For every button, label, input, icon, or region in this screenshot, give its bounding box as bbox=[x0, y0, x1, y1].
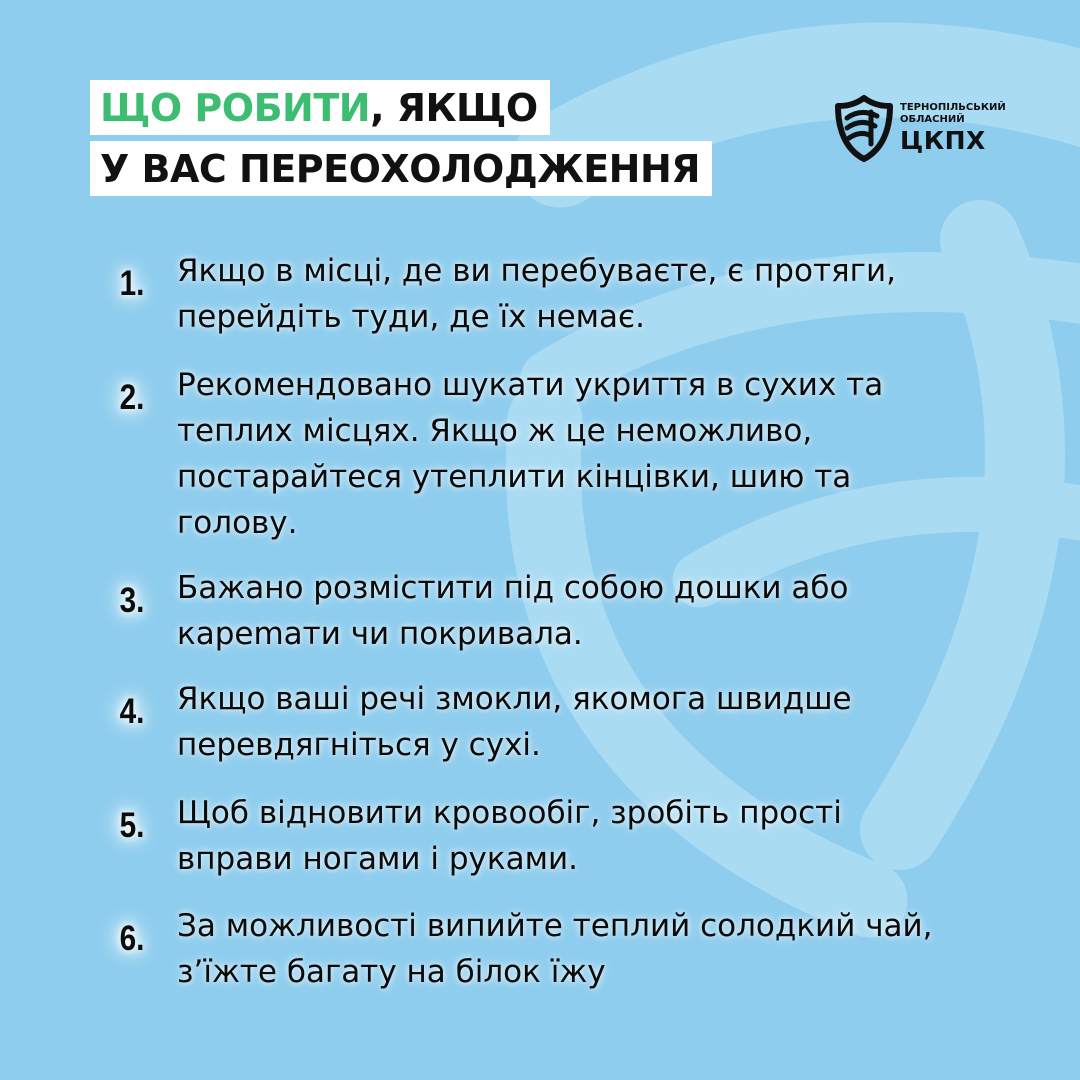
item-text: Щоб відновити кровообіг, зробіть прості вправи ногами і руками. bbox=[177, 795, 842, 877]
shield-icon bbox=[833, 94, 895, 162]
item-text: Рекомендовано шукати укриття в сухих та теплих місцях. Якщо ж це неможливо, постарайтеся утеплити кінцівки, шию та голову. bbox=[177, 367, 884, 541]
item-number: 5. bbox=[119, 806, 145, 845]
item-text: Якщо в місці, де ви перебуваєте, є протяги, перейдіть туди, де їх немає. bbox=[177, 253, 896, 335]
item-text: Якщо ваші речі змокли, якомога швидше перевдягніться у сухі. bbox=[177, 681, 852, 763]
item-number: 4. bbox=[119, 692, 145, 731]
item-number: 1. bbox=[119, 264, 145, 303]
logo-line-1: ТЕРНОПІЛЬСЬКИЙ bbox=[900, 102, 1006, 113]
item-text: Бажано розмістити під собою дошки або карemати чи покривала. bbox=[177, 570, 849, 652]
logo-main: ЦКПХ bbox=[900, 126, 986, 155]
title-rest: , ЯКЩО bbox=[370, 86, 538, 130]
logo-line-2: ОБЛАСНИЙ bbox=[900, 114, 965, 125]
item-text: За можливості випийте теплий солодкий чай, з’їжте багату на білок їжу bbox=[177, 908, 933, 990]
title-line-1 bbox=[90, 80, 550, 135]
title-line-2: У ВАС ПЕРЕОХОЛОДЖЕННЯ bbox=[90, 141, 712, 196]
item-number: 3. bbox=[119, 581, 145, 620]
item-number: 6. bbox=[119, 919, 145, 958]
logo bbox=[833, 94, 1008, 164]
item-number: 2. bbox=[119, 378, 145, 417]
title-accent: ЩО РОБИТИ bbox=[100, 86, 371, 130]
